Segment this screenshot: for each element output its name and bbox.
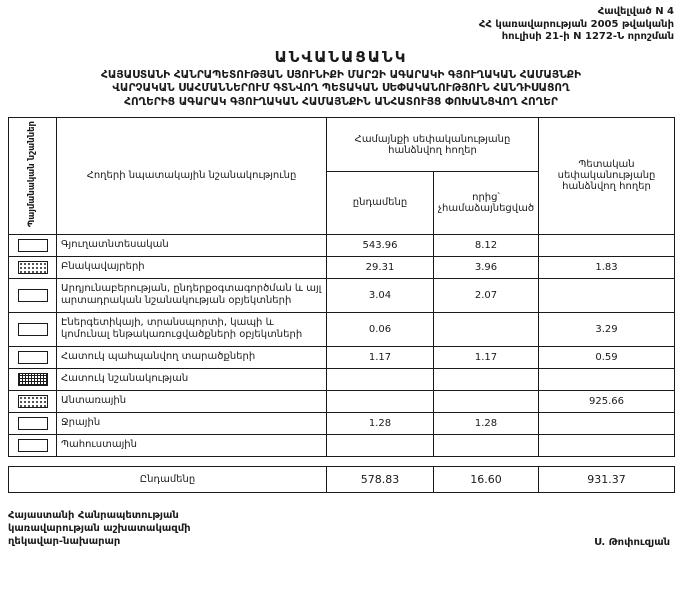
not-agreed-cell: 1.17: [434, 346, 539, 368]
state-cell: [539, 412, 675, 434]
purpose-cell: Էներգետիկայի, տրանսպորտի, կապի և կոմունալ ենթակառուցվածքների օբյեկտների: [57, 312, 327, 346]
total-label: Ընդամենը: [9, 466, 327, 492]
total-row-table: [8, 466, 675, 493]
purpose-column-header: Հողերի նպատակային նշանակությունը: [57, 118, 327, 234]
total-cell: 543.96: [327, 234, 434, 256]
total-cell: [327, 434, 434, 456]
state-cell: [539, 368, 675, 390]
purpose-cell: Անտառային: [57, 390, 327, 412]
total-cell: 1.17: [327, 346, 434, 368]
legend-cell: [9, 278, 57, 312]
appendix-number: Հավելված N 4: [597, 6, 674, 17]
state-cell: [539, 434, 675, 456]
not-agreed-cell: [434, 390, 539, 412]
state-cell: [539, 234, 675, 256]
table-row: [9, 390, 675, 412]
community-ownership-group-header: Համայնքի սեփականությանը հանձնվող հողեր: [327, 118, 539, 172]
table-row: [9, 434, 675, 456]
not-agreed-column-header: որից՝ չհամաձայնեցված: [434, 172, 539, 234]
signatory-line: Հայաստանի Հանրապետության: [8, 509, 179, 521]
table-row: [9, 368, 675, 390]
purpose-cell: Հատուկ նշանակության: [57, 368, 327, 390]
signatory-line: կառավարության աշխատակազմի: [8, 522, 191, 534]
table-row: [9, 256, 675, 278]
page-title: ԱՆՎԱՆԱՑԱՆԿ: [274, 47, 408, 66]
legend-cell: [9, 368, 57, 390]
state-cell: 1.83: [539, 256, 675, 278]
total-state-cell: 931.37: [539, 466, 675, 492]
not-agreed-cell: 2.07: [434, 278, 539, 312]
appendix-header: [8, 6, 674, 44]
state-cell: 0.59: [539, 346, 675, 368]
legend-cell: [9, 346, 57, 368]
legend-swatch-plain: [18, 323, 48, 336]
not-agreed-cell: [434, 368, 539, 390]
total-cell: 0.06: [327, 312, 434, 346]
document-footer: [8, 509, 674, 548]
legend-swatch-plain: [18, 239, 48, 252]
purpose-cell: Պահուստային: [57, 434, 327, 456]
table-row: [9, 278, 675, 312]
legend-cell: [9, 434, 57, 456]
purpose-cell: Արդյունաբերության, ընդերքօգտագործման և այլ արտադրական նշանակության օբյեկտների: [57, 278, 327, 312]
not-agreed-cell: 1.28: [434, 412, 539, 434]
not-agreed-cell: [434, 434, 539, 456]
signatory-title-block: [8, 509, 191, 548]
purpose-cell: Գյուղատնտեսական: [57, 234, 327, 256]
legend-cell: [9, 234, 57, 256]
total-sum-cell: 578.83: [327, 466, 434, 492]
legend-swatch-hatched: [18, 373, 48, 386]
total-row: [9, 466, 675, 492]
total-cell: 3.04: [327, 278, 434, 312]
purpose-cell: Ջրային: [57, 412, 327, 434]
legend-cell: [9, 412, 57, 434]
not-agreed-cell: [434, 312, 539, 346]
appendix-government-line: ՀՀ կառավարության 2005 թվականի: [478, 18, 674, 30]
legend-column-header-label: Պայմանական նշաններ: [26, 121, 37, 228]
legend-swatch-dotted: [18, 261, 48, 274]
state-cell: 3.29: [539, 312, 675, 346]
not-agreed-cell: 8.12: [434, 234, 539, 256]
signatory-line: ղեկավար-նախարար: [8, 535, 121, 547]
legend-cell: [9, 312, 57, 346]
table-row: [9, 312, 675, 346]
subtitle-line: ՎԱՐՉԱԿԱՆ ՍԱՀՄԱՆՆԵՐՈՒՄ ԳՏՆՎՈՂ ՊԵՏԱԿԱՆ ՍԵՓԱԿԱՆՈՒԹՅՈՒՆ ՀԱՆԴԻՍԱՑՈՂ: [112, 82, 570, 95]
not-agreed-cell: 3.96: [434, 256, 539, 278]
table-row: [9, 234, 675, 256]
total-cell: [327, 368, 434, 390]
legend-column-header: [9, 118, 57, 234]
total-cell: 1.28: [327, 412, 434, 434]
legend-swatch-plain: [18, 289, 48, 302]
page-subtitle: [8, 69, 674, 110]
land-table: [8, 117, 675, 456]
legend-swatch-dotted: [18, 395, 48, 408]
table-row: [9, 412, 675, 434]
legend-swatch-plain: [18, 417, 48, 430]
purpose-cell: Հատուկ պահպանվող տարածքների: [57, 346, 327, 368]
legend-cell: [9, 390, 57, 412]
purpose-cell: Բնակավայրերի: [57, 256, 327, 278]
subtitle-line: ՀՈՂԵՐԻՑ ԱԳԱՐԱԿ ԳՅՈՒՂԱԿԱՆ ՀԱՄԱՅՆՔԻՆ ԱՆՀԱՏՈՒՅՑ ՓՈԽԱՆՑՎՈՂ ՀՈՂԵՐ: [124, 95, 558, 108]
subtitle-line: ՀԱՅԱՍՏԱՆԻ ՀԱՆՐԱՊԵՏՈՒԹՅԱՆ ՍՅՈՒՆԻՔԻ ՄԱՐԶԻ ԱԳԱՐԱԿԻ ԳՅՈՒՂԱԿԱՆ ՀԱՄԱՅՆՔԻ: [101, 68, 581, 81]
signature-name: Ս. Թոփուզյան: [594, 536, 670, 548]
total-cell: 29.31: [327, 256, 434, 278]
table-row: [9, 346, 675, 368]
appendix-decree-line: հուլիսի 21-ի N 1272-Ն որոշման: [501, 31, 674, 42]
legend-swatch-plain: [18, 439, 48, 452]
total-cell: [327, 390, 434, 412]
legend-swatch-plain: [18, 351, 48, 364]
total-not-agreed-cell: 16.60: [434, 466, 539, 492]
state-ownership-column-header: Պետական սեփականությանը հանձնվող հողեր: [539, 118, 675, 234]
legend-cell: [9, 256, 57, 278]
state-cell: [539, 278, 675, 312]
total-column-header: ընդամենը: [327, 172, 434, 234]
state-cell: 925.66: [539, 390, 675, 412]
